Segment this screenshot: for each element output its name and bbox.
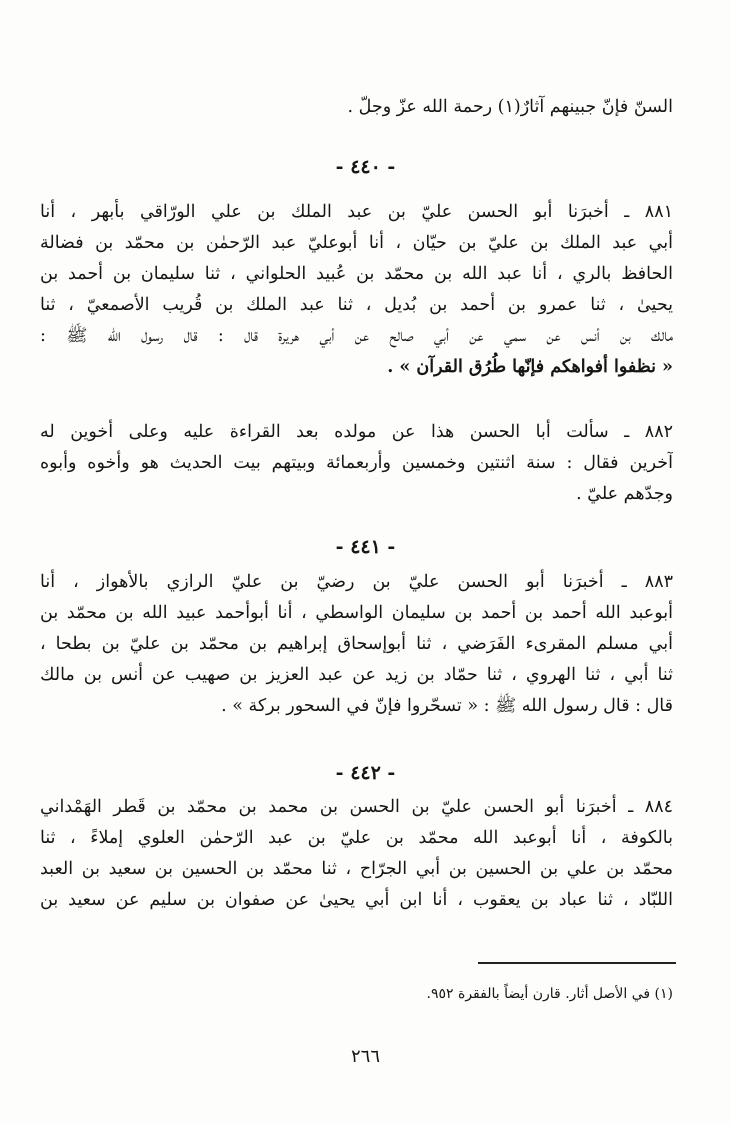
text-line: ٨٨٢ ـ سألت أبا الحسن هذا عن مولده بعد القراءة عليه وعلى أخوين له — [40, 422, 673, 442]
text-line: ٨٨١ ـ أخبرَنا أبو الحسن عليّ بن عبد الملك بن علي الورّاقي بأبهر ، أنا — [40, 202, 673, 222]
text-line: يحيىٰ ، ثنا عمرو بن أحمد بن بُديل ، ثنا عبد الملك بن قُريب الأصمعيّ ، ثنا — [40, 295, 673, 315]
continuation-text — [40, 92, 673, 123]
text-line: بالكوفة ، أنا أبوعبد الله محمّد بن عليّ بن عبد الرّحمٰن العلوي إملاءً ، ثنا — [40, 828, 673, 848]
text-line: محمّد بن علي بن الحسين بن أبي الجرّاح ، ثنا محمّد بن الحسين بن سعيد بن العبد — [40, 859, 673, 879]
footnote-divider — [478, 962, 676, 964]
section-number-440: - ٤٤٠ - — [335, 156, 396, 178]
paragraph-883 — [40, 567, 673, 722]
text-line: أبي مسلم المقرىء الفَرَضي ، ثنا أبوإسحاق إبراهيم بن محمّد بن عليّ بن بطحا ، — [40, 634, 673, 654]
text-line: « نظفوا أفواهكم فإنّها طُرُق القرآن » . — [387, 357, 673, 377]
text-line: ثنا أبي ، ثنا الهروي ، ثنا حمّاد بن زيد عن عبد العزيز بن صهيب عن أنس بن مالك — [40, 665, 673, 685]
text-line: أبي عبد الملك بن عليّ بن حيّان ، أنا أبوعليّ عبد الرّحمٰن بن محمّد بن فضالة — [40, 233, 673, 253]
text-line: قال : قال رسول الله ﷺ : « تسحّروا فإنّ في السحور بركة » . — [221, 696, 673, 716]
text-line: ٨٨٣ ـ أخبرَنا أبو الحسن عليّ بن رضيّ بن عليّ الرازي بالأهواز ، أنا — [40, 572, 673, 592]
text-line: الحافظ بالري ، أنا عبد الله بن محمّد بن عُبيد الحلواني ، ثنا سليمان بن أحمد بن — [40, 264, 673, 284]
section-number-441: - ٤٤١ - — [335, 536, 396, 558]
section-number-442: - ٤٤٢ - — [335, 762, 396, 784]
text-line: وجدّهم عليّ . — [576, 484, 673, 504]
paragraph-881 — [40, 197, 673, 383]
text-line: آخرين فقال : سنة اثنتين وخمسين وأربعمائة وبيتهم بيت الحديث هو وأخوه وأبوه — [40, 453, 673, 473]
text-line: اللبّاد ، ثنا عباد بن يعقوب ، أنا ابن أبي يحيىٰ عن صفوان بن سليم عن سعيد بن — [40, 890, 673, 910]
paragraph-884 — [40, 792, 673, 916]
page-number: ٢٦٦ — [350, 1046, 380, 1067]
text-line: أبوعبد الله أحمد بن أحمد بن سليمان الواسطي ، أنا أبوأحمد عبيد الله بن محمّد بن — [40, 603, 673, 623]
text-line: السنّ فإنّ جبينهم آثارٌ(١) رحمة الله عزّ وجلّ . — [347, 97, 673, 117]
footnote: (١) في الأصل أثار. قارن أيضاً بالفقرة ٩٥٢. — [426, 986, 673, 1002]
text-line: ٨٨٤ ـ أخبرَنا أبو الحسن عليّ بن الحسن بن محمد بن محمّد بن قَطر الهَمْداني — [40, 797, 673, 817]
text-line: مالك بن أنس عن سمي عن أبي صالح عن أبي هريرة قال : قال رسول الله ﷺ : — [40, 326, 673, 346]
paragraph-882 — [40, 417, 673, 510]
